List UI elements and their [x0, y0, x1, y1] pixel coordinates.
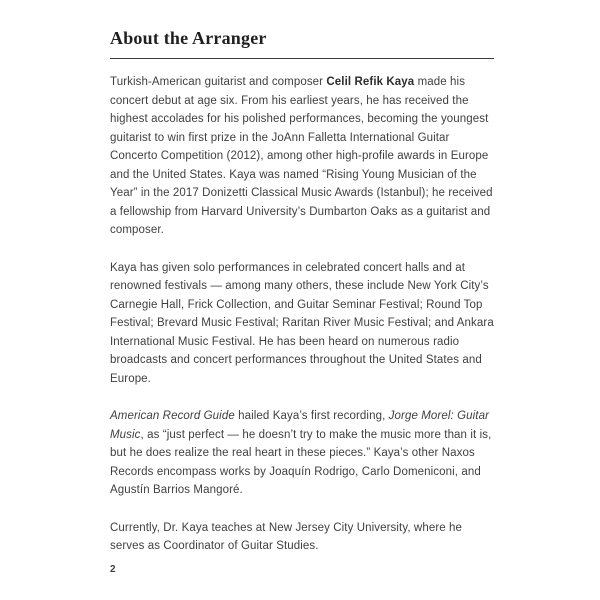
paragraph-recordings: American Record Guide hailed Kaya’s first recording, Jorge Morel: Guitar Music, as “just perfect — he doesn’t try to make the music more than it is, but he does realize the real heart in these pieces.” Kaya’s other Naxos Records encompass works by Joaquín Rodrigo, Carlo Domeniconi, and Agustín Barrios Mangoré.	[110, 410, 492, 496]
paragraph-performances: Kaya has given solo performances in celebrated concert halls and at renowned festivals — among many others, these include New York City’s Carnegie Hall, Frick Collection, and Guitar Seminar Festival; Round Top Festival; Brevard Music Festival; Raritan River Music Festival; and Ankara International Music Festival. He has been heard on numerous radio broadcasts and concert performances throughout the United States and Europe.	[110, 261, 494, 385]
page-content	[110, 28, 494, 575]
page-number: 2	[110, 564, 116, 575]
heading-divider	[110, 58, 494, 59]
paragraph-biography: Turkish-American guitarist and composer Celil Refik Kaya made his concert debut at age six. From his earliest years, he has received the highest accolades for his polished performances, becoming the youngest guitarist to win first prize in the JoAnn Falletta International Guitar Concerto Competition (2012), among other high-profile awards in Europe and the United States. Kaya was named “Rising Young Musician of the Year” in the 2017 Donizetti Classical Music Awards (Istanbul); he received a fellowship from Harvard University’s Dumbarton Oaks as a guitarist and composer.	[110, 76, 493, 236]
page-title: About the Arranger	[110, 28, 267, 48]
paragraph-current-position: Currently, Dr. Kaya teaches at New Jersey City University, where he serves as Coordinator of Guitar Studies.	[110, 521, 463, 552]
